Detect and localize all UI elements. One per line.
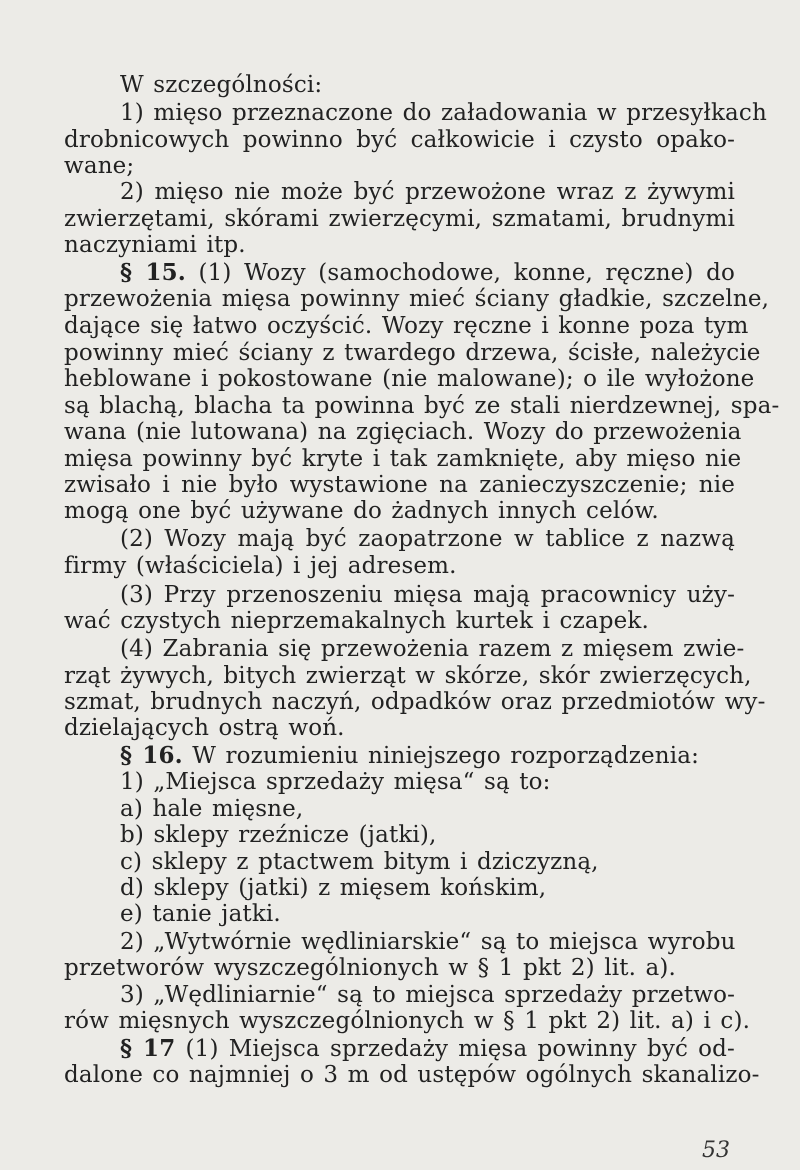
text-line: rów mięsnych wyszczególnionych w § 1 pkt 2) lit. a) i c). [64, 1008, 751, 1034]
list-item: 1) „Miejsca sprzedaży mięsa“ są to: [120, 769, 551, 795]
section-number: § 15. [120, 259, 186, 286]
text-line: wane; [64, 153, 135, 179]
list-item: a) hale mięsne, [120, 796, 304, 822]
text-line: przewożenia mięsa powinny mieć ściany gładkie, szczelne, [64, 286, 770, 312]
section-number: § 17 [120, 1035, 176, 1062]
text-line: są blachą, blacha ta powinna być ze stali nierdzewnej, spa- [64, 393, 780, 419]
text-line: 2) mięso nie może być przewożone wraz z żywymi [120, 179, 735, 205]
section-17-heading: § 17 (1) Miejsca sprzedaży mięsa powinny być od- [120, 1035, 735, 1062]
text-line: zwisało i nie było wystawione na zanieczyszczenie; nie [64, 472, 735, 498]
text-line: przetworów wyszczególnionych w § 1 pkt 2) lit. a). [64, 955, 676, 981]
section-16-heading: § 16. W rozumieniu niniejszego rozporządzenia: [120, 742, 700, 769]
list-item: c) sklepy z ptactwem bitym i dziczyzną, [120, 849, 599, 875]
text-line: dające się łatwo oczyścić. Wozy ręczne i konne poza tym [64, 313, 749, 339]
text-line: 1) mięso przeznaczone do załadowania w przesyłkach [120, 100, 767, 126]
list-item: e) tanie jatki. [120, 901, 281, 927]
list-item: d) sklepy (jatki) z mięsem końskim, [120, 875, 547, 901]
text-line: 2) „Wytwórnie wędliniarskie“ są to miejsca wyrobu [120, 929, 736, 955]
text-line: dalone co najmniej o 3 m od ustępów ogólnych skanalizo- [64, 1062, 760, 1088]
section-number: § 16. [120, 742, 183, 769]
text-line: naczyniami itp. [64, 232, 246, 258]
text-line: heblowane i pokostowane (nie malowane); o ile wyłożone [64, 366, 755, 392]
text-line: firmy (właściciela) i jej adresem. [64, 553, 457, 579]
text-line: W szczególności: [120, 72, 323, 98]
text-line: mogą one być używane do żadnych innych celów. [64, 498, 659, 524]
list-item: b) sklepy rzeźnicze (jatki), [120, 822, 437, 848]
text-line: zwierzętami, skórami zwierzęcymi, szmatami, brudnymi [64, 206, 735, 232]
text-line: mięsa powinny być kryte i tak zamknięte, aby mięso nie [64, 446, 742, 472]
text-line: powinny mieć ściany z twardego drzewa, ścisłe, należycie [64, 340, 761, 366]
text-line: wana (nie lutowana) na zgięciach. Wozy do przewożenia [64, 419, 742, 445]
text-line: szmat, brudnych naczyń, odpadków oraz przedmiotów wy- [64, 689, 766, 715]
text-line: (2) Wozy mają być zaopatrzone w tablice z nazwą [120, 526, 735, 552]
text-line: 3) „Wędliniarnie“ są to miejsca sprzedaży przetwo- [120, 982, 735, 1008]
section-15-heading: § 15. (1) Wozy (samochodowe, konne, ręczne) do [120, 259, 735, 286]
text-line: rząt żywych, bitych zwierząt w skórze, skór zwierzęcych, [64, 663, 752, 689]
text-line: wać czystych nieprzemakalnych kurtek i czapek. [64, 608, 649, 634]
text-line: dzielających ostrą woń. [64, 715, 345, 741]
page-number: 53 [702, 1138, 730, 1163]
text-line: (4) Zabrania się przewożenia razem z mięsem zwie- [120, 636, 745, 662]
text-line: drobnicowych powinno być całkowicie i czysto opako- [64, 127, 735, 153]
text-line: (3) Przy przenoszeniu mięsa mają pracownicy uży- [120, 582, 735, 608]
